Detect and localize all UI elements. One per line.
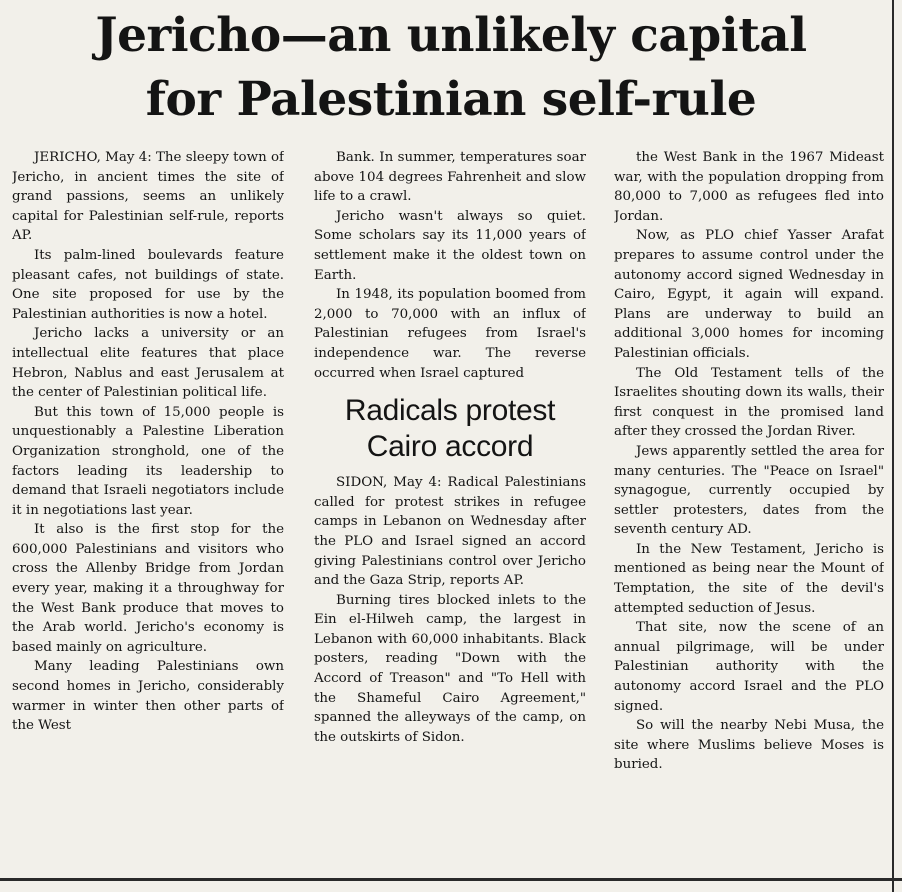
paragraph: It also is the first stop for the 600,000 Palestinians and visitors who cross the Allenby Bridge from Jordan every year, making it a throughway for the West Bank produce that moves to the Arab world. Jericho's economy is based mainly on agriculture. bbox=[12, 522, 284, 655]
paragraph: Now, as PLO chief Yasser Arafat prepares to assume control under the autonomy accord signed Wednesday in Cairo, Egypt, it again will expand. Plans are underway to build an additional 3,000 homes for incoming Palestinian officials. bbox=[614, 228, 884, 361]
paragraph: The Old Testament tells of the Israelites shouting down its walls, their first conquest in the promised land after they crossed the Jordan River. bbox=[614, 365, 884, 440]
bottom-border-rule bbox=[0, 878, 902, 881]
paragraph: Many leading Palestinians own second homes in Jericho, considerably warmer in winter then other parts of the West bbox=[12, 659, 284, 734]
paragraph: So will the nearby Nebi Musa, the site where Muslims believe Moses is buried. bbox=[614, 718, 884, 773]
main-headline bbox=[0, 4, 902, 132]
article-column-3 bbox=[614, 148, 884, 872]
sidebar-headline-line-1: Radicals protest bbox=[344, 394, 556, 428]
paragraph: Bank. In summer, temperatures soar above 104 degrees Fahrenheit and slow life to a crawl. bbox=[314, 150, 586, 205]
sidebar-paragraph: SIDON, May 4: Radical Palestinians called for protest strikes in refugee camps in Lebanon on Wednesday after the PLO and Israel signed an accord giving Palestinians control over Jericho and the Gaza Strip, reports AP. bbox=[314, 475, 586, 589]
sidebar-paragraph: Burning tires blocked inlets to the Ein el-Hilweh camp, the largest in Lebanon with 60,000 inhabitants. Black posters, reading "Down with the Accord of Treason" and "To Hell with the Shameful Cairo Agreement," spanned the alleyways of the camp, on the outskirts of Sidon. bbox=[314, 592, 586, 745]
paragraph: That site, now the scene of an annual pilgrimage, will be under Palestinian authority with the autonomy accord Israel and the PLO signed. bbox=[614, 620, 884, 714]
article-column-2 bbox=[314, 148, 586, 872]
sidebar-headline bbox=[314, 393, 586, 465]
sidebar-headline-line-2: Cairo accord bbox=[366, 430, 534, 464]
article-column-1 bbox=[12, 148, 284, 872]
paragraph: Its palm-lined boulevards feature pleasant cafes, not buildings of state. One site proposed for use by the Palestinian authorities is now a hotel. bbox=[12, 247, 284, 322]
paragraph: Jericho wasn't always so quiet. Some scholars say its 11,000 years of settlement make it the oldest town on Earth. bbox=[314, 208, 586, 283]
right-border-rule bbox=[892, 0, 894, 892]
paragraph: JERICHO, May 4: The sleepy town of Jericho, in ancient times the site of grand passions, seems an unlikely capital for Palestinian self-rule, reports AP. bbox=[12, 150, 284, 244]
paragraph: Jews apparently settled the area for many centuries. The "Peace on Israel" synagogue, currently occupied by settler protesters, dates from the seventh century AD. bbox=[614, 443, 884, 538]
paragraph: Jericho lacks a university or an intellectual elite features that place Hebron, Nablus and east Jerusalem at the center of Palestinian political life. bbox=[12, 326, 284, 401]
paragraph: the West Bank in the 1967 Mideast war, with the population dropping from 80,000 to 7,000 as refugees fled into Jordan. bbox=[614, 150, 884, 224]
paragraph: In 1948, its population boomed from 2,000 to 70,000 with an influx of Palestinian refugees from Israel's independence war. The reverse occurred when Israel captured bbox=[314, 287, 586, 381]
headline-line-1: Jericho—an unlikely capital bbox=[95, 8, 807, 63]
headline-line-2: for Palestinian self-rule bbox=[145, 72, 757, 127]
paragraph: But this town of 15,000 people is unquestionably a Palestine Liberation Organization stronghold, one of the factors leading its leadership to demand that Israeli negotiators include it in negotiations last year. bbox=[12, 404, 284, 518]
paragraph: In the New Testament, Jericho is mentioned as being near the Mount of Temptation, the site of the devil's attempted seduction of Jesus. bbox=[614, 541, 884, 616]
